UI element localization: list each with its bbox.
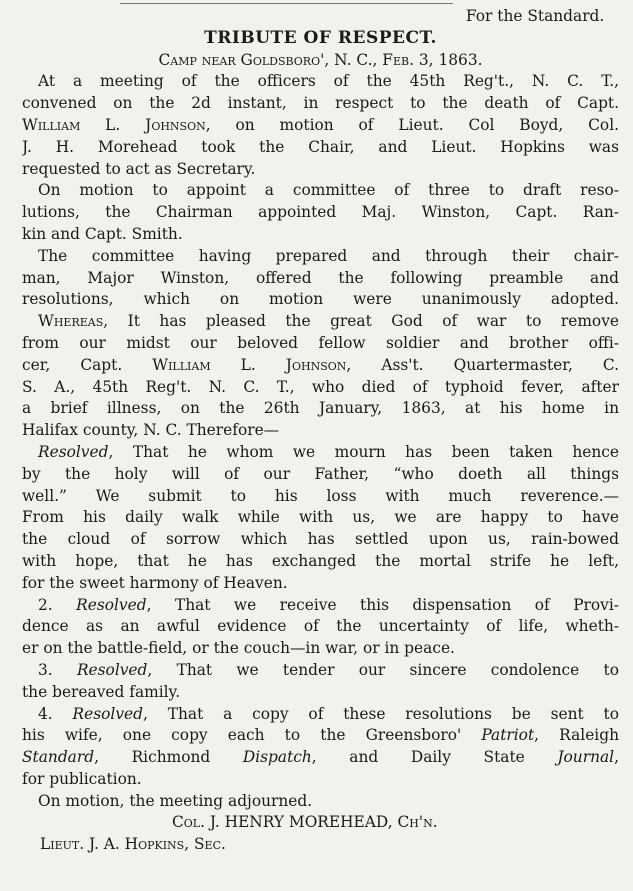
article-title: TRIBUTE OF RESPECT. (204, 27, 437, 48)
text-line: the bereaved family. (22, 682, 181, 701)
text-line: cer, Capt. William L. Johnson, Ass't. Quartermaster, C. (22, 355, 619, 374)
text-line: Resolved, That he whom we mourn has been taken hence (38, 442, 619, 461)
text-line: man, Major Winston, offered the following preamble and (22, 268, 619, 287)
text-line: kin and Capt. Smith. (22, 224, 183, 243)
text-line: resolutions, which on motion were unanimously adopted. (22, 290, 619, 309)
text-line: At a meeting of the officers of the 45th Reg't., N. C. T., (38, 72, 619, 91)
text-line: his wife, one copy each to the Greensboro' Patriot, Raleigh (22, 726, 619, 745)
text-line: On motion, the meeting adjourned. (38, 791, 313, 810)
text-line: convened on the 2d instant, in respect to the death of Capt. (22, 94, 619, 113)
text-line: 4. Resolved, That a copy of these resolutions be sent to (38, 704, 619, 723)
text-line: S. A., 45th Reg't. N. C. T., who died of typhoid fever, after (22, 377, 619, 396)
text-line: er on the battle-field, or the couch—in war, or in peace. (22, 639, 455, 658)
text-line: with hope, that he has exchanged the mortal strife he left, (22, 551, 619, 570)
text-line: 2. Resolved, That we receive this dispensation of Provi- (38, 595, 619, 614)
text-line: by the holy will of our Father, “who doeth all things (22, 464, 619, 483)
text-line: from our midst our beloved fellow soldier and brother offi- (22, 333, 619, 352)
text-line: for publication. (22, 769, 142, 788)
text-line: dence as an awful evidence of the uncertainty of life, wheth- (22, 617, 619, 636)
text-line: J. H. Morehead took the Chair, and Lieut. Hopkins was (22, 137, 619, 156)
text-line: The committee having prepared and through their chair- (38, 246, 619, 265)
text-line: On motion to appoint a committee of three to draft reso- (38, 181, 619, 200)
text-line: the cloud of sorrow which has settled upon us, rain-bowed (22, 530, 619, 549)
text-line: William L. Johnson, on motion of Lieut. Col Boyd, Col. (22, 115, 619, 134)
text-line: From his daily walk while with us, we are happy to have (22, 508, 619, 527)
text-line: lutions, the Chairman appointed Maj. Winston, Capt. Ran- (22, 203, 619, 222)
text-line: Whereas, It has pleased the great God of war to remove (38, 312, 619, 331)
dateline: Camp near Goldsboro', N. C., Feb. 3, 1863. (158, 50, 483, 69)
top-rule (120, 3, 453, 4)
text-line: a brief illness, on the 26th January, 1863, at his home in (22, 399, 619, 418)
secretary-signature: Lieut. J. A. Hopkins, Sec. (40, 835, 226, 854)
text-line: 3. Resolved, That we tender our sincere condolence to (38, 660, 619, 679)
text-line: for the sweet harmony of Heaven. (22, 573, 288, 592)
text-line: well.” We submit to his loss with much reverence.— (22, 486, 619, 505)
chairman-signature: Col. J. HENRY MOREHEAD, Ch'n. (172, 813, 438, 832)
text-line: requested to act as Secretary. (22, 159, 256, 178)
attribution: For the Standard. (465, 7, 605, 25)
text-line: Halifax county, N. C. Therefore— (22, 421, 280, 440)
text-line: Standard, Richmond Dispatch, and Daily State Journal, (22, 748, 619, 767)
